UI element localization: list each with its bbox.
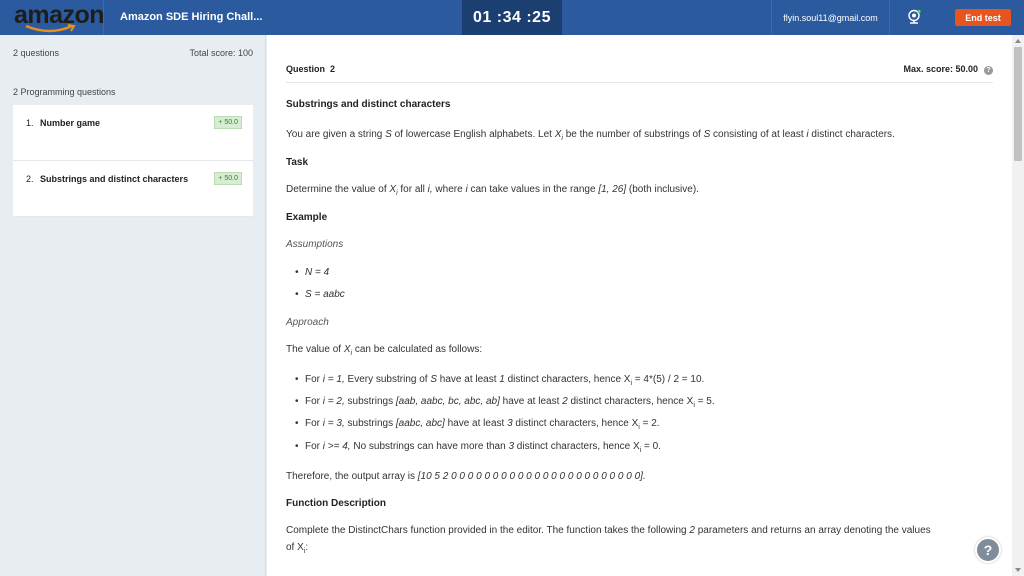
text: i <box>303 548 306 555</box>
approach-item <box>305 396 715 407</box>
question-label <box>286 64 335 74</box>
text: 3 <box>507 418 513 429</box>
text: for all <box>397 184 428 195</box>
approach-label: Approach <box>286 317 329 328</box>
text: No substrings can have more than <box>350 441 509 452</box>
webcam-icon[interactable] <box>906 9 922 25</box>
text: where <box>432 184 466 195</box>
function-description-cont <box>286 542 308 553</box>
text: i <box>561 135 563 142</box>
question-title: Substrings and distinct characters <box>286 99 451 110</box>
text: : <box>305 542 309 553</box>
text: = 5. <box>694 396 715 407</box>
question-title: Substrings and distinct characters <box>40 174 189 184</box>
question-header <box>286 64 993 83</box>
text: substrings <box>344 418 396 429</box>
text: have at least <box>444 418 508 429</box>
text: For <box>305 396 323 407</box>
text: consisting of at least <box>710 129 807 140</box>
function-description <box>286 525 931 536</box>
text: For <box>305 418 323 429</box>
logo <box>0 0 104 35</box>
text: distinct characters, hence X <box>567 396 694 407</box>
scroll-thumb[interactable] <box>1014 47 1022 161</box>
text: Every substring of <box>344 374 431 385</box>
text: i = 3, <box>322 418 345 429</box>
text: For <box>305 441 323 452</box>
text: X <box>343 344 351 355</box>
question-help-icon[interactable]: ? <box>984 66 993 75</box>
end-test-button[interactable]: End test <box>955 9 1011 26</box>
problem-statement <box>286 129 895 140</box>
text: i <box>693 402 695 409</box>
sidebar <box>0 35 266 576</box>
text: i <box>638 424 640 431</box>
text: i <box>350 350 353 357</box>
text: i <box>396 190 398 197</box>
question-title: Number game <box>40 118 101 128</box>
text: = 4*(5) / 2 = 10. <box>632 374 705 385</box>
assumptions-label: Assumptions <box>286 239 344 250</box>
question-item-2[interactable] <box>13 161 253 217</box>
text: i <box>465 184 468 195</box>
questions-count: 2 questions <box>13 48 60 58</box>
text: distinct characters, hence X <box>514 441 640 452</box>
text: be the number of substrings of <box>562 129 704 140</box>
text: The value of <box>286 344 344 355</box>
sidebar-summary <box>13 48 253 58</box>
countdown-timer: 01 :34 :25 <box>462 0 562 35</box>
question-item-label <box>26 118 100 128</box>
text: [aabc, abc] <box>395 418 445 429</box>
approach-intro <box>286 344 482 355</box>
text: have at least <box>499 396 563 407</box>
approach-item <box>305 441 661 452</box>
text: X <box>554 129 562 140</box>
text: X <box>389 184 397 195</box>
text: distinct characters. <box>808 129 895 140</box>
top-bar <box>0 0 1024 35</box>
scroll-up-arrow-icon[interactable] <box>1015 39 1021 43</box>
text: Therefore, the output array is <box>286 471 418 482</box>
question-panel <box>267 35 1012 576</box>
question-item-1[interactable] <box>13 105 253 161</box>
text: i = 2, <box>322 396 345 407</box>
assumption-item: • N = 4 <box>305 267 329 278</box>
text: i <box>806 129 809 140</box>
question-label-text: Question <box>286 64 326 74</box>
scrollbar[interactable] <box>1012 35 1024 576</box>
approach-item <box>305 418 660 429</box>
task-text <box>286 184 699 195</box>
text: substrings <box>344 396 396 407</box>
max-score <box>903 64 993 75</box>
function-heading: Function Description <box>286 498 386 509</box>
text: can take values in the range <box>467 184 599 195</box>
text: S <box>703 129 711 140</box>
text: distinct characters, hence X <box>512 418 639 429</box>
section-label: 2 Programming questions <box>13 87 116 97</box>
app-title: Amazon SDE Hiring Chall... <box>120 11 263 23</box>
question-item-label <box>26 174 188 184</box>
text: S <box>385 129 392 140</box>
text: of lowercase English alphabets. Let <box>391 129 555 140</box>
text: [10 5 2 0 0 0 0 0 0 0 0 0 0 0 0 0 0 0 0 0 0 0 0 0 0 0]. <box>417 471 646 482</box>
text: of X <box>286 542 304 553</box>
text: = 2. <box>639 418 660 429</box>
text: 3 <box>508 441 515 452</box>
text: S <box>430 374 438 385</box>
text: i = 1, <box>322 374 345 385</box>
question-number: 1. <box>26 118 34 128</box>
text: parameters and returns an array denoting the values <box>694 525 931 536</box>
score-badge: + 50.0 <box>214 172 242 185</box>
approach-item <box>305 374 704 385</box>
max-score-text: Max. score: 50.00 <box>903 64 978 74</box>
question-list <box>13 105 253 217</box>
scroll-down-arrow-icon[interactable] <box>1015 568 1021 572</box>
text: For <box>305 374 323 385</box>
text: [aab, aabc, bc, abc, ab] <box>395 396 500 407</box>
text: Complete the DistinctChars function provided in the editor. The function takes the following <box>286 525 690 536</box>
text: You are given a string <box>286 129 386 140</box>
help-icon[interactable]: ? <box>975 537 1001 563</box>
text: i <box>639 447 642 454</box>
text: i >= 4, <box>322 441 351 452</box>
logo-text: amazon <box>14 1 105 29</box>
text: 2 <box>562 396 568 407</box>
text: = 0. <box>641 441 661 452</box>
output-summary <box>286 471 646 482</box>
text: i <box>630 380 633 387</box>
question-number: 2. <box>26 174 34 184</box>
text: distinct characters, hence X <box>504 374 631 385</box>
text: [1, 26] <box>598 184 627 195</box>
example-heading: Example <box>286 212 328 223</box>
logo-smile-icon <box>24 24 76 33</box>
user-email[interactable]: flyin.soul11@gmail.com <box>771 0 890 35</box>
question-number: 2 <box>330 64 336 74</box>
text: can be calculated as follows: <box>352 344 483 355</box>
text: Determine the value of <box>286 184 390 195</box>
text: (both inclusive). <box>626 184 699 195</box>
text: 1 <box>499 374 505 385</box>
assumption-item: • S = aabc <box>305 289 345 300</box>
score-badge: + 50.0 <box>214 116 242 129</box>
text: i, <box>427 184 433 195</box>
text: 2 <box>689 525 695 536</box>
task-heading: Task <box>286 157 309 168</box>
total-score: Total score: 100 <box>189 48 253 58</box>
text: have at least <box>437 374 500 385</box>
